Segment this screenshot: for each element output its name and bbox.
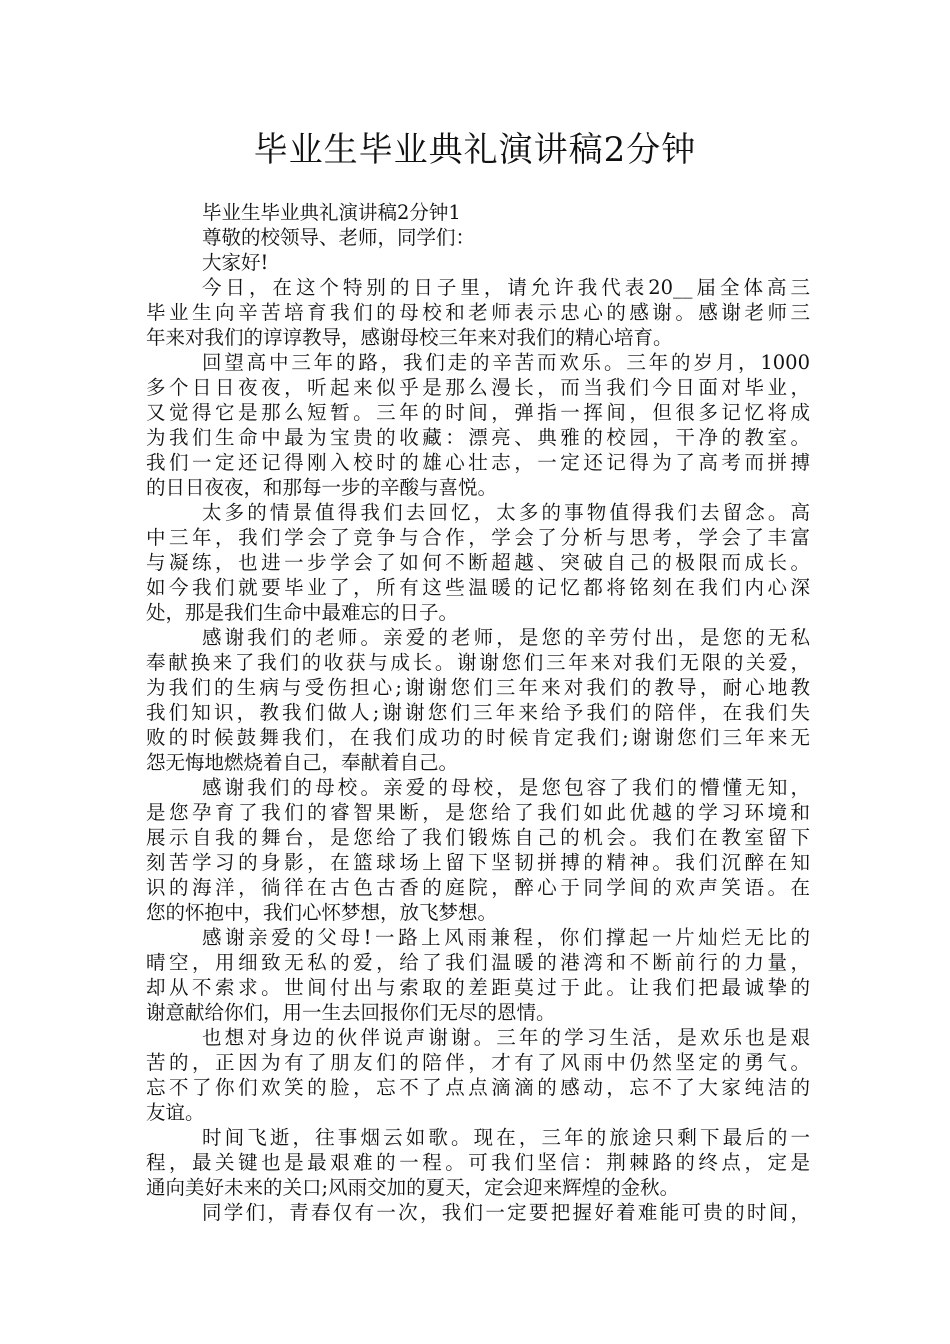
text-line: 是您孕育了我们的睿智果断，是您给了我们如此优越的学习环境和 [146, 801, 810, 824]
text-line: 多个日日夜夜，听起来似乎是那么漫长，而当我们今日面对毕业， [146, 376, 810, 399]
text-line: 处，那是我们生命中最难忘的日子。 [146, 601, 459, 624]
text-line: 通向美好未来的关口;风雨交加的夏天，定会迎来辉煌的金秋。 [146, 1176, 680, 1199]
text-line: 今日，在这个特别的日子里，请允许我代表20__届全体高三 [202, 276, 810, 299]
text-line: 毕业生向辛苦培育我们的母校和老师表示忠心的感谢。感谢老师三 [146, 301, 810, 324]
text-line: 年来对我们的谆谆教导，感谢母校三年来对我们的精心培育。 [146, 326, 673, 349]
text-line: 却从不索求。世间付出与索取的差距莫过于此。让我们把最诚挚的 [146, 976, 810, 999]
text-line: 我们知识，教我们做人;谢谢您们三年来给予我们的陪伴，在我们失 [146, 701, 810, 724]
text-line: 如今我们就要毕业了，所有这些温暖的记忆都将铭刻在我们内心深 [146, 576, 810, 599]
document-title: 毕业生毕业典礼演讲稿2分钟 [253, 130, 697, 170]
text-line: 时间飞逝，往事烟云如歌。现在，三年的旅途只剩下最后的一 [202, 1126, 810, 1149]
text-line: 尊敬的校领导、老师，同学们： [202, 226, 476, 249]
text-line: 友谊。 [146, 1101, 205, 1124]
text-line: 怨无悔地燃烧着自己，奉献着自己。 [146, 751, 459, 774]
text-line: 晴空，用细致无私的爱，给了我们温暖的港湾和不断前行的力量， [146, 951, 810, 974]
text-line: 又觉得它是那么短暂。三年的时间，弹指一挥间，但很多记忆将成 [146, 401, 810, 424]
text-line: 回望高中三年的路，我们走的辛苦而欢乐。三年的岁月，1000 [202, 351, 810, 374]
document-body [146, 200, 810, 1225]
text-line: 感谢我们的老师。亲爱的老师，是您的辛劳付出，是您的无私 [202, 626, 810, 649]
text-line: 败的时候鼓舞我们，在我们成功的时候肯定我们;谢谢您们三年来无 [146, 726, 810, 749]
text-line: 感谢我们的母校。亲爱的母校，是您包容了我们的懵懂无知， [202, 776, 810, 799]
text-line: 您的怀抱中，我们心怀梦想，放飞梦想。 [146, 901, 498, 924]
text-line: 太多的情景值得我们去回忆，太多的事物值得我们去留念。高 [202, 501, 810, 524]
text-line: 我们一定还记得刚入校时的雄心壮志，一定还记得为了高考而拼搏 [146, 451, 810, 474]
text-line: 毕业生毕业典礼演讲稿2分钟1 [202, 201, 461, 224]
text-line: 程，最关键也是最艰难的一程。可我们坚信：荆棘路的终点，定是 [146, 1151, 810, 1174]
text-line: 为我们的生病与受伤担心;谢谢您们三年来对我们的教导，耐心地教 [146, 676, 810, 699]
text-line: 感谢亲爱的父母!一路上风雨兼程，你们撑起一片灿烂无比的 [202, 926, 810, 949]
text-line: 展示自我的舞台，是您给了我们锻炼自己的机会。我们在教室留下 [146, 826, 810, 849]
text-line: 忘不了你们欢笑的脸，忘不了点点滴滴的感动，忘不了大家纯洁的 [146, 1076, 810, 1099]
text-line: 为我们生命中最为宝贵的收藏：漂亮、典雅的校园，干净的教室。 [146, 426, 810, 449]
text-line: 大家好! [202, 251, 269, 274]
text-line: 苦的，正因为有了朋友们的陪伴，才有了风雨中仍然坚定的勇气。 [146, 1051, 810, 1074]
text-line: 识的海洋，徜徉在古色古香的庭院，醉心于同学间的欢声笑语。在 [146, 876, 810, 899]
text-line: 同学们，青春仅有一次，我们一定要把握好着难能可贵的时间， [202, 1201, 810, 1224]
text-line: 与凝练，也进一步学会了如何不断超越、突破自己的极限而成长。 [146, 551, 810, 574]
text-line: 的日日夜夜，和那每一步的辛酸与喜悦。 [146, 476, 498, 499]
text-line: 刻苦学习的身影，在篮球场上留下坚韧拼搏的精神。我们沉醉在知 [146, 851, 810, 874]
text-line: 也想对身边的伙伴说声谢谢。三年的学习生活，是欢乐也是艰 [202, 1026, 810, 1049]
text-line: 奉献换来了我们的收获与成长。谢谢您们三年来对我们无限的关爱， [146, 651, 810, 674]
text-line: 谢意献给你们，用一生去回报你们无尽的恩情。 [146, 1001, 556, 1024]
text-line: 中三年，我们学会了竞争与合作，学会了分析与思考，学会了丰富 [146, 526, 810, 549]
